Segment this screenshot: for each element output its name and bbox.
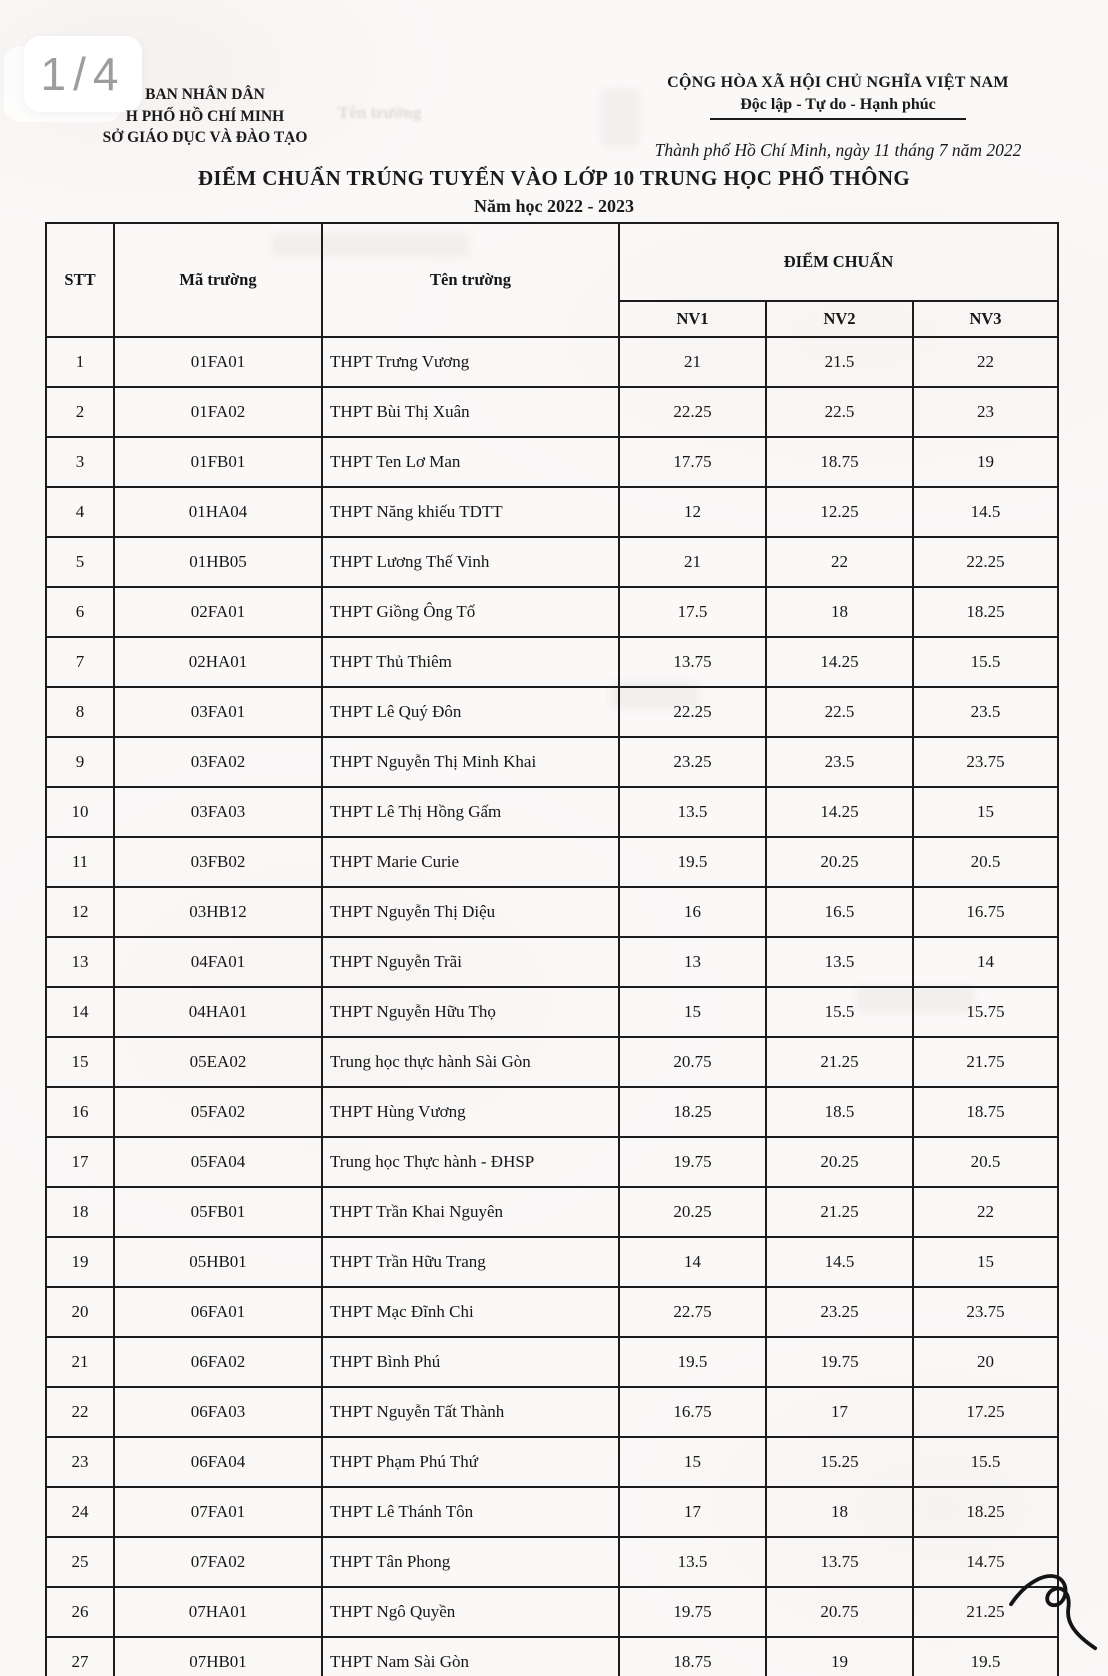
nv3-score-cell: 20 (913, 1337, 1058, 1387)
stt-cell: 20 (46, 1287, 114, 1337)
nv2-score-cell: 18 (766, 587, 913, 637)
school-code-cell: 04HA01 (114, 987, 322, 1037)
nv2-score-cell: 20.75 (766, 1587, 913, 1637)
nv2-score-cell: 23.25 (766, 1287, 913, 1337)
nv2-score-cell: 14.25 (766, 787, 913, 837)
nv2-score-cell: 19.75 (766, 1337, 913, 1387)
nv3-score-cell: 23.75 (913, 1287, 1058, 1337)
table-header-row-1 (46, 223, 1058, 301)
school-name-cell: THPT Hùng Vương (322, 1087, 619, 1137)
col-header-nv1: NV1 (619, 301, 766, 337)
school-name-cell: THPT Bình Phú (322, 1337, 619, 1387)
nv2-score-cell: 18.75 (766, 437, 913, 487)
school-name-cell: THPT Nguyễn Hữu Thọ (322, 987, 619, 1037)
nv1-score-cell: 16 (619, 887, 766, 937)
nv2-score-cell: 21.25 (766, 1037, 913, 1087)
nv3-score-cell: 15.75 (913, 987, 1058, 1037)
agency-line-3: SỞ GIÁO DỤC VÀ ĐÀO TẠO (102, 129, 308, 146)
school-name-cell: THPT Nguyễn Thị Diệu (322, 887, 619, 937)
school-name-cell: THPT Trần Hữu Trang (322, 1237, 619, 1287)
nv1-score-cell: 17 (619, 1487, 766, 1537)
school-name-cell: THPT Marie Curie (322, 837, 619, 887)
school-code-cell: 05EA02 (114, 1037, 322, 1087)
table-row (46, 787, 1058, 837)
document-title-block (0, 166, 1108, 217)
school-code-cell: 07HB01 (114, 1637, 322, 1676)
school-code-cell: 05FA02 (114, 1087, 322, 1137)
table-row (46, 1487, 1058, 1537)
school-name-cell: THPT Thủ Thiêm (322, 637, 619, 687)
nv3-score-cell: 22 (913, 337, 1058, 387)
nv3-score-cell: 18.75 (913, 1087, 1058, 1137)
nv1-score-cell: 17.75 (619, 437, 766, 487)
nv2-score-cell: 13.75 (766, 1537, 913, 1587)
school-name-cell: THPT Lê Quý Đôn (322, 687, 619, 737)
table-row (46, 1537, 1058, 1587)
school-name-cell: THPT Trần Khai Nguyên (322, 1187, 619, 1237)
page-indicator-label: 1/4 (40, 48, 126, 100)
nv2-score-cell: 13.5 (766, 937, 913, 987)
stt-cell: 6 (46, 587, 114, 637)
nv2-score-cell: 23.5 (766, 737, 913, 787)
school-name-cell: THPT Nguyễn Tất Thành (322, 1387, 619, 1437)
score-table-head (46, 223, 1058, 337)
table-row (46, 1187, 1058, 1237)
col-header-ten-truong: Tên trường (322, 223, 619, 337)
school-name-cell: THPT Năng khiếu TDTT (322, 487, 619, 537)
stt-cell: 15 (46, 1037, 114, 1087)
table-row (46, 1337, 1058, 1387)
school-code-cell: 03HB12 (114, 887, 322, 937)
table-row (46, 487, 1058, 537)
school-code-cell: 01HB05 (114, 537, 322, 587)
nv3-score-cell: 23.5 (913, 687, 1058, 737)
table-row (46, 1237, 1058, 1287)
stt-cell: 8 (46, 687, 114, 737)
table-row (46, 337, 1058, 387)
school-code-cell: 06FA02 (114, 1337, 322, 1387)
document-title: ĐIỂM CHUẨN TRÚNG TUYỂN VÀO LỚP 10 TRUNG HỌC PHỔ THÔNG (197, 166, 911, 190)
school-code-cell: 03FA01 (114, 687, 322, 737)
nv2-score-cell: 15.5 (766, 987, 913, 1037)
stt-cell: 11 (46, 837, 114, 887)
nv1-score-cell: 19.75 (619, 1587, 766, 1637)
nv2-score-cell: 20.25 (766, 837, 913, 887)
stt-cell: 26 (46, 1587, 114, 1637)
stt-cell: 23 (46, 1437, 114, 1487)
table-row (46, 387, 1058, 437)
stt-cell: 14 (46, 987, 114, 1037)
school-name-cell: THPT Lê Thánh Tôn (322, 1487, 619, 1537)
table-row (46, 1287, 1058, 1337)
stt-cell: 12 (46, 887, 114, 937)
nv2-score-cell: 22.5 (766, 387, 913, 437)
stt-cell: 16 (46, 1087, 114, 1137)
agency-line-2: H PHỐ HỒ CHÍ MINH (125, 107, 285, 125)
school-year-subtitle: Năm học 2022 - 2023 (474, 196, 634, 216)
nv2-score-cell: 19 (766, 1637, 913, 1676)
nv3-score-cell: 14.75 (913, 1537, 1058, 1587)
table-row (46, 1087, 1058, 1137)
col-header-nv3: NV3 (913, 301, 1058, 337)
school-code-cell: 04FA01 (114, 937, 322, 987)
nv3-score-cell: 18.25 (913, 1487, 1058, 1537)
nv3-score-cell: 15 (913, 787, 1058, 837)
col-header-nv2: NV2 (766, 301, 913, 337)
nv1-score-cell: 19.5 (619, 837, 766, 887)
stt-cell: 25 (46, 1537, 114, 1587)
school-code-cell: 01HA04 (114, 487, 322, 537)
nv2-score-cell: 22.5 (766, 687, 913, 737)
school-code-cell: 03FA03 (114, 787, 322, 837)
nv2-score-cell: 21.25 (766, 1187, 913, 1237)
school-code-cell: 01FB01 (114, 437, 322, 487)
nv3-score-cell: 14.5 (913, 487, 1058, 537)
nv3-score-cell: 21.25 (913, 1587, 1058, 1637)
school-code-cell: 06FA01 (114, 1287, 322, 1337)
school-name-cell: THPT Ten Lơ Man (322, 437, 619, 487)
table-row (46, 1387, 1058, 1437)
nv3-score-cell: 15 (913, 1237, 1058, 1287)
stt-cell: 17 (46, 1137, 114, 1187)
table-row (46, 1637, 1058, 1676)
school-code-cell: 05HB01 (114, 1237, 322, 1287)
stt-cell: 9 (46, 737, 114, 787)
school-name-cell: THPT Nguyễn Thị Minh Khai (322, 737, 619, 787)
nv3-score-cell: 23.75 (913, 737, 1058, 787)
nv1-score-cell: 15 (619, 1437, 766, 1487)
table-row (46, 537, 1058, 587)
nv3-score-cell: 16.75 (913, 887, 1058, 937)
dateline: Thành phố Hồ Chí Minh, ngày 11 tháng 7 năm 2022 (654, 140, 1022, 160)
stt-cell: 27 (46, 1637, 114, 1676)
nv2-score-cell: 14.25 (766, 637, 913, 687)
nv1-score-cell: 22.25 (619, 387, 766, 437)
bleedthrough-ghost-text: Tên trường (338, 103, 422, 122)
school-code-cell: 06FA03 (114, 1387, 322, 1437)
stt-cell: 5 (46, 537, 114, 587)
nv1-score-cell: 14 (619, 1237, 766, 1287)
col-header-stt: STT (46, 223, 114, 337)
nv3-score-cell: 21.75 (913, 1037, 1058, 1087)
table-row (46, 1137, 1058, 1187)
score-table (45, 222, 1059, 1676)
nv3-score-cell: 19.5 (913, 1637, 1058, 1676)
school-name-cell: THPT Nguyễn Trãi (322, 937, 619, 987)
nv2-score-cell: 16.5 (766, 887, 913, 937)
nv1-score-cell: 13.75 (619, 637, 766, 687)
table-row (46, 987, 1058, 1037)
school-name-cell: THPT Mạc Đĩnh Chi (322, 1287, 619, 1337)
school-code-cell: 03FA02 (114, 737, 322, 787)
nv1-score-cell: 22.75 (619, 1287, 766, 1337)
stt-cell: 2 (46, 387, 114, 437)
nv1-score-cell: 18.75 (619, 1637, 766, 1676)
score-table-body (46, 337, 1058, 1676)
school-code-cell: 07FA01 (114, 1487, 322, 1537)
nv3-score-cell: 17.25 (913, 1387, 1058, 1437)
table-row (46, 887, 1058, 937)
nv3-score-cell: 22 (913, 1187, 1058, 1237)
nv1-score-cell: 22.25 (619, 687, 766, 737)
nv3-score-cell: 18.25 (913, 587, 1058, 637)
nv3-score-cell: 19 (913, 437, 1058, 487)
nv1-score-cell: 17.5 (619, 587, 766, 637)
nv3-score-cell: 23 (913, 387, 1058, 437)
nv3-score-cell: 14 (913, 937, 1058, 987)
school-name-cell: Trung học Thực hành - ĐHSP (322, 1137, 619, 1187)
nv1-score-cell: 15 (619, 987, 766, 1037)
col-header-ma-truong: Mã trường (114, 223, 322, 337)
agency-line-1: BAN NHÂN DÂN (145, 86, 265, 103)
stt-cell: 7 (46, 637, 114, 687)
table-row (46, 1587, 1058, 1637)
stt-cell: 3 (46, 437, 114, 487)
school-code-cell: 05FA04 (114, 1137, 322, 1187)
nv2-score-cell: 21.5 (766, 337, 913, 387)
school-code-cell: 07HA01 (114, 1587, 322, 1637)
table-row (46, 437, 1058, 487)
stt-cell: 13 (46, 937, 114, 987)
school-code-cell: 06FA04 (114, 1437, 322, 1487)
nv2-score-cell: 14.5 (766, 1237, 913, 1287)
table-row (46, 1037, 1058, 1087)
nv1-score-cell: 19.75 (619, 1137, 766, 1187)
school-code-cell: 01FA01 (114, 337, 322, 387)
stt-cell: 10 (46, 787, 114, 837)
school-name-cell: THPT Nam Sài Gòn (322, 1637, 619, 1676)
school-name-cell: THPT Lương Thế Vinh (322, 537, 619, 587)
stt-cell: 19 (46, 1237, 114, 1287)
school-name-cell: Trung học thực hành Sài Gòn (322, 1037, 619, 1087)
country-name-line: CỘNG HÒA XÃ HỘI CHỦ NGHĨA VIỆT NAM (667, 74, 1009, 91)
school-name-cell: THPT Trưng Vương (322, 337, 619, 387)
school-code-cell: 03FB02 (114, 837, 322, 887)
school-code-cell: 05FB01 (114, 1187, 322, 1237)
issuing-agency-block (55, 84, 355, 149)
table-row (46, 737, 1058, 787)
table-row (46, 687, 1058, 737)
school-code-cell: 01FA02 (114, 387, 322, 437)
nv1-score-cell: 16.75 (619, 1387, 766, 1437)
stt-cell: 24 (46, 1487, 114, 1537)
school-name-cell: THPT Ngô Quyền (322, 1587, 619, 1637)
nv2-score-cell: 20.25 (766, 1137, 913, 1187)
national-motto-block (588, 74, 1088, 120)
nv3-score-cell: 20.5 (913, 1137, 1058, 1187)
school-name-cell: THPT Tân Phong (322, 1537, 619, 1587)
nv2-score-cell: 12.25 (766, 487, 913, 537)
school-name-cell: THPT Phạm Phú Thứ (322, 1437, 619, 1487)
nv1-score-cell: 12 (619, 487, 766, 537)
stt-cell: 4 (46, 487, 114, 537)
nv1-score-cell: 21 (619, 537, 766, 587)
nv3-score-cell: 15.5 (913, 1437, 1058, 1487)
col-header-diem-chuan: ĐIỂM CHUẨN (619, 223, 1058, 301)
nv1-score-cell: 13 (619, 937, 766, 987)
school-name-cell: THPT Lê Thị Hồng Gấm (322, 787, 619, 837)
stt-cell: 21 (46, 1337, 114, 1387)
nv2-score-cell: 15.25 (766, 1437, 913, 1487)
school-code-cell: 02FA01 (114, 587, 322, 637)
stt-cell: 18 (46, 1187, 114, 1237)
table-row (46, 937, 1058, 987)
nv1-score-cell: 20.25 (619, 1187, 766, 1237)
nv2-score-cell: 22 (766, 537, 913, 587)
table-row (46, 637, 1058, 687)
nv2-score-cell: 17 (766, 1387, 913, 1437)
school-name-cell: THPT Bùi Thị Xuân (322, 387, 619, 437)
school-code-cell: 02HA01 (114, 637, 322, 687)
table-row (46, 587, 1058, 637)
nv1-score-cell: 23.25 (619, 737, 766, 787)
nv1-score-cell: 18.25 (619, 1087, 766, 1137)
school-name-cell: THPT Giồng Ông Tố (322, 587, 619, 637)
nv2-score-cell: 18.5 (766, 1087, 913, 1137)
nv1-score-cell: 13.5 (619, 1537, 766, 1587)
nv3-score-cell: 22.25 (913, 537, 1058, 587)
nv1-score-cell: 19.5 (619, 1337, 766, 1387)
nv1-score-cell: 20.75 (619, 1037, 766, 1087)
school-code-cell: 07FA02 (114, 1537, 322, 1587)
stt-cell: 22 (46, 1387, 114, 1437)
nv1-score-cell: 21 (619, 337, 766, 387)
stt-cell: 1 (46, 337, 114, 387)
nv3-score-cell: 15.5 (913, 637, 1058, 687)
nv1-score-cell: 13.5 (619, 787, 766, 837)
table-row (46, 1437, 1058, 1487)
signature-mark (1006, 1566, 1104, 1652)
table-row (46, 837, 1058, 887)
nv3-score-cell: 20.5 (913, 837, 1058, 887)
motto-line: Độc lập - Tự do - Hạnh phúc (710, 96, 966, 120)
nv2-score-cell: 18 (766, 1487, 913, 1537)
